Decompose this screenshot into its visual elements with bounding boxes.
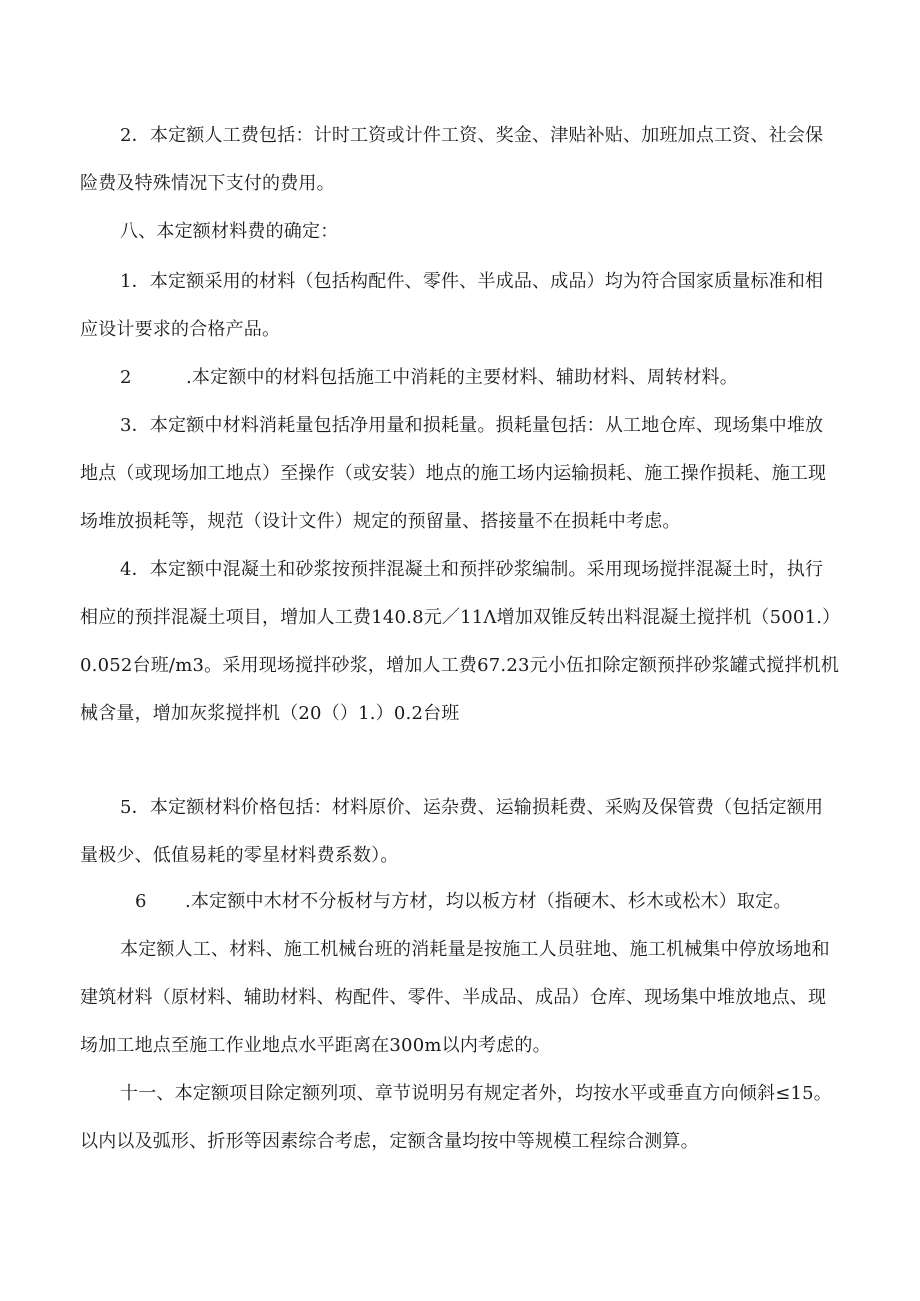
list-text: .本定额中木材不分板材与方材，均以板方材（指硬木、杉木或松木）取定。: [185, 891, 792, 912]
paragraph-concrete-mortar-line-3: 0.052台班/m3。采用现场搅拌砂浆，增加人工费67.23元小伍扣除定额预拌砂浆罐式搅拌机机: [80, 655, 840, 676]
paragraph-section-eleven-line-1: 十一、本定额项目除定额列项、章节说明另有规定者外，均按水平或垂直方向倾斜≤15。: [120, 1083, 832, 1104]
paragraph-material-consumption-line-2: 地点（或现场加工地点）至操作（或安装）地点的施工场内运输损耗、施工操作损耗、施工现: [80, 463, 827, 484]
paragraph-material-types: [120, 366, 738, 390]
paragraph-labor-cost-line-1: 2．本定额人工费包括：计时工资或计件工资、奖金、津贴补贴、加班加点工资、社会保: [120, 125, 824, 146]
list-number: 6: [135, 891, 147, 912]
paragraph-transport-distance-line-2: 建筑材料（原材料、辅助材料、构配件、零件、半成品、成品）仓库、现场集中堆放地点、现: [80, 987, 827, 1008]
paragraph-transport-distance-line-1: 本定额人工、材料、施工机械台班的消耗量是按施工人员驻地、施工机械集中停放场地和: [120, 939, 830, 960]
paragraph-material-price-line-2: 量极少、低值易耗的零星材料费系数）。: [80, 845, 399, 866]
paragraph-timber: [135, 890, 792, 914]
paragraph-material-consumption-line-1: 3．本定额中材料消耗量包括净用量和损耗量。损耗量包括：从工地仓库、现场集中堆放: [120, 415, 824, 436]
list-number: 2: [120, 367, 132, 388]
paragraph-transport-distance-line-3: 场加工地点至施工作业地点水平距离在300m以内考虑的。: [80, 1035, 551, 1056]
paragraph-material-price-line-1: 5．本定额材料价格包括：材料原价、运杂费、运输损耗费、采购及保管费（包括定额用: [120, 797, 824, 818]
paragraph-material-consumption-line-3: 场堆放损耗等，规范（设计文件）规定的预留量、搭接量不在损耗中考虑。: [80, 511, 681, 532]
section-heading-material-cost: 八、本定额材料费的确定：: [120, 221, 339, 242]
paragraph-concrete-mortar-line-2: 相应的预拌混凝土项目，增加人工费140.8元／11Λ增加双锥反转出料混凝土搅拌机（5001.）: [80, 607, 841, 628]
paragraph-concrete-mortar-line-4: 械含量，增加灰浆搅拌机（20（）1.）0.2台班: [80, 703, 460, 724]
paragraph-section-eleven-line-2: 以内以及弧形、折形等因素综合考虑，定额含量均按中等规模工程综合测算。: [80, 1131, 699, 1152]
list-text: .本定额中的材料包括施工中消耗的主要材料、辅助材料、周转材料。: [186, 367, 738, 388]
paragraph-material-quality-line-2: 应设计要求的合格产品。: [80, 319, 281, 340]
paragraph-concrete-mortar-line-1: 4．本定额中混凝土和砂浆按预拌混凝土和预拌砂浆编制。采用现场搅拌混凝土时，执行: [120, 559, 824, 580]
paragraph-labor-cost-line-2: 险费及特殊情况下支付的费用。: [80, 173, 335, 194]
paragraph-material-quality-line-1: 1．本定额采用的材料（包括构配件、零件、半成品、成品）均为符合国家质量标准和相: [120, 271, 824, 292]
